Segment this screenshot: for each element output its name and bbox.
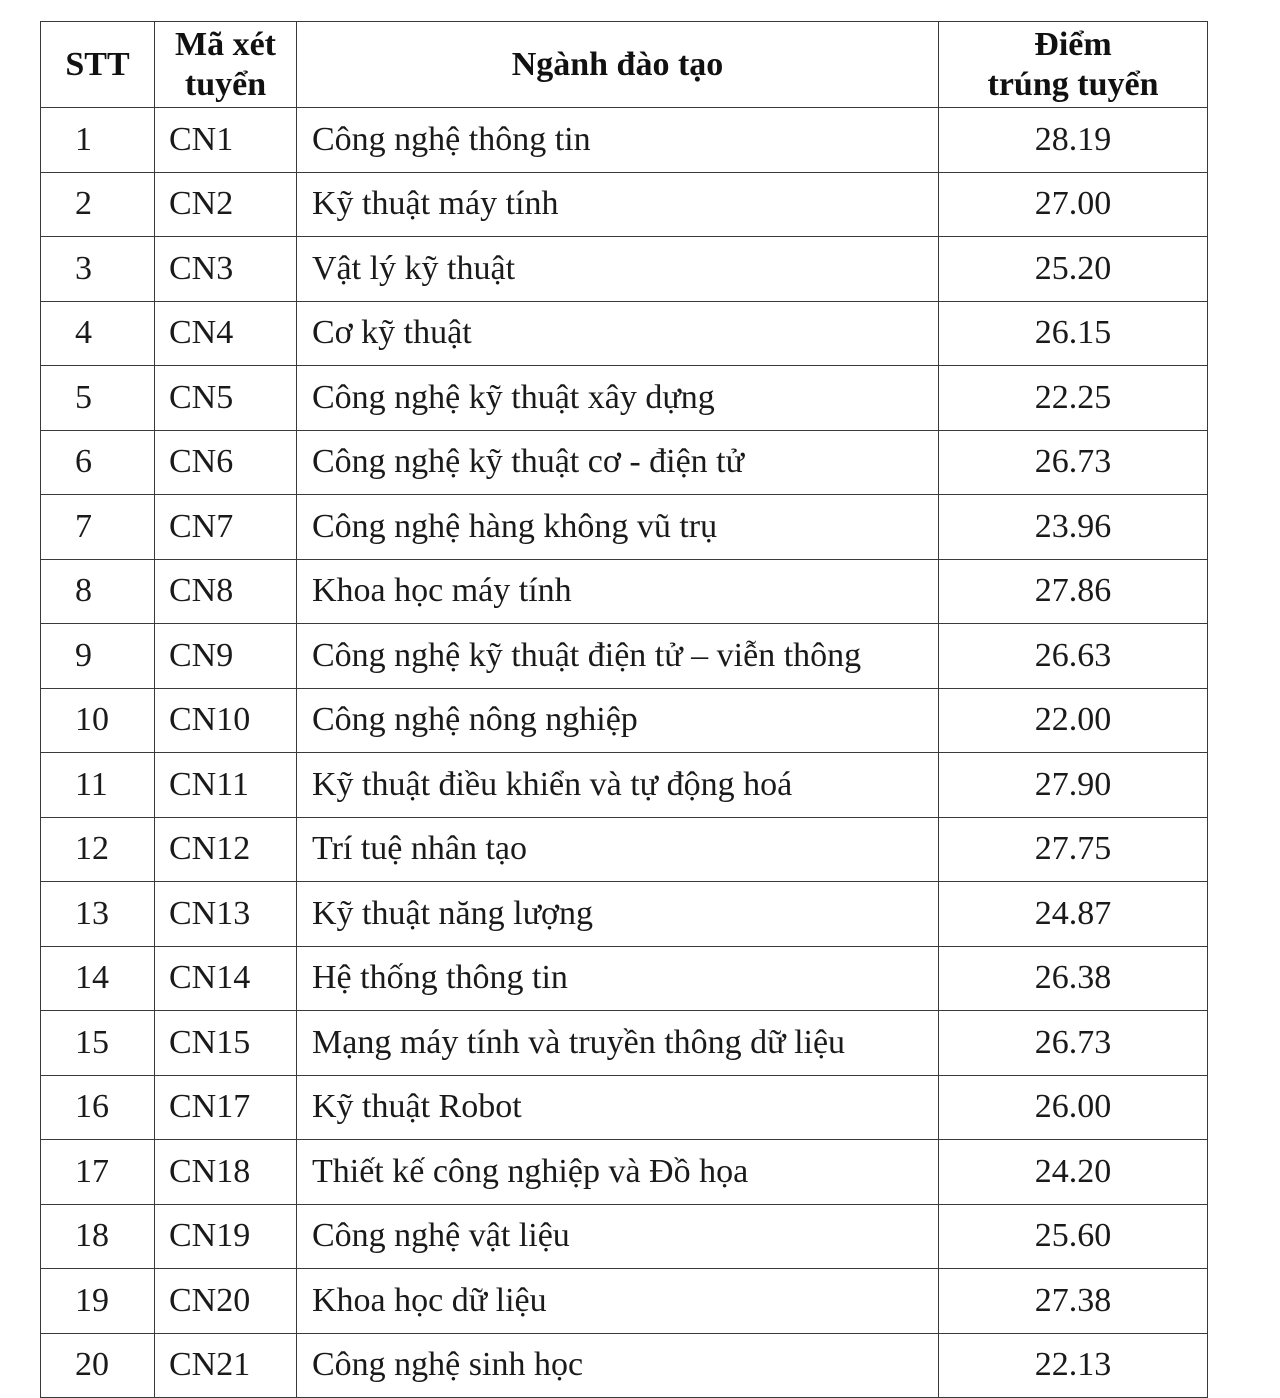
header-stt: STT <box>41 22 155 108</box>
header-score <box>939 22 1208 108</box>
table-row <box>41 1140 1208 1205</box>
cell-score: 26.15 <box>939 301 1208 366</box>
cell-stt: 8 <box>41 559 155 624</box>
cell-code: CN3 <box>155 237 297 302</box>
cell-stt: 12 <box>41 817 155 882</box>
table-row <box>41 882 1208 947</box>
table-row <box>41 1204 1208 1269</box>
cell-code: CN2 <box>155 172 297 237</box>
cell-code: CN18 <box>155 1140 297 1205</box>
admission-scores-table <box>40 21 1208 1398</box>
table-row <box>41 753 1208 818</box>
table-row <box>41 1011 1208 1076</box>
cell-code: CN13 <box>155 882 297 947</box>
cell-major: Mạng máy tính và truyền thông dữ liệu <box>297 1011 939 1076</box>
table-row <box>41 237 1208 302</box>
cell-major: Công nghệ nông nghiệp <box>297 688 939 753</box>
cell-stt: 20 <box>41 1333 155 1398</box>
table-row <box>41 301 1208 366</box>
cell-score: 26.73 <box>939 430 1208 495</box>
cell-score: 22.00 <box>939 688 1208 753</box>
table-row <box>41 1269 1208 1334</box>
cell-code: CN15 <box>155 1011 297 1076</box>
table-row <box>41 172 1208 237</box>
header-score-line2: trúng tuyển <box>987 65 1159 103</box>
cell-major: Công nghệ kỹ thuật cơ - điện tử <box>297 430 939 495</box>
cell-major: Hệ thống thông tin <box>297 946 939 1011</box>
cell-stt: 5 <box>41 366 155 431</box>
cell-major: Khoa học máy tính <box>297 559 939 624</box>
header-row <box>41 22 1208 108</box>
cell-code: CN12 <box>155 817 297 882</box>
cell-score: 26.73 <box>939 1011 1208 1076</box>
cell-code: CN5 <box>155 366 297 431</box>
cell-stt: 14 <box>41 946 155 1011</box>
cell-major: Vật lý kỹ thuật <box>297 237 939 302</box>
cell-code: CN17 <box>155 1075 297 1140</box>
table-row <box>41 1333 1208 1398</box>
cell-major: Kỹ thuật năng lượng <box>297 882 939 947</box>
cell-major: Kỹ thuật máy tính <box>297 172 939 237</box>
table-header <box>41 22 1208 108</box>
cell-score: 26.38 <box>939 946 1208 1011</box>
cell-code: CN21 <box>155 1333 297 1398</box>
cell-stt: 7 <box>41 495 155 560</box>
cell-code: CN14 <box>155 946 297 1011</box>
cell-stt: 19 <box>41 1269 155 1334</box>
table-row <box>41 624 1208 689</box>
header-code-line2: tuyển <box>184 65 267 103</box>
table-row <box>41 1075 1208 1140</box>
cell-score: 24.87 <box>939 882 1208 947</box>
header-code-line1: Mã xét <box>174 25 276 63</box>
cell-major: Công nghệ sinh học <box>297 1333 939 1398</box>
cell-code: CN10 <box>155 688 297 753</box>
cell-major: Công nghệ kỹ thuật điện tử – viễn thông <box>297 624 939 689</box>
cell-stt: 16 <box>41 1075 155 1140</box>
cell-score: 26.63 <box>939 624 1208 689</box>
cell-major: Cơ kỹ thuật <box>297 301 939 366</box>
cell-score: 22.25 <box>939 366 1208 431</box>
cell-major: Công nghệ thông tin <box>297 108 939 173</box>
cell-major: Khoa học dữ liệu <box>297 1269 939 1334</box>
cell-code: CN11 <box>155 753 297 818</box>
cell-code: CN6 <box>155 430 297 495</box>
table-row <box>41 946 1208 1011</box>
cell-score: 25.60 <box>939 1204 1208 1269</box>
cell-score: 24.20 <box>939 1140 1208 1205</box>
cell-code: CN7 <box>155 495 297 560</box>
cell-stt: 11 <box>41 753 155 818</box>
cell-code: CN20 <box>155 1269 297 1334</box>
cell-stt: 4 <box>41 301 155 366</box>
cell-score: 22.13 <box>939 1333 1208 1398</box>
cell-code: CN9 <box>155 624 297 689</box>
cell-major: Kỹ thuật điều khiển và tự động hoá <box>297 753 939 818</box>
table-row <box>41 559 1208 624</box>
cell-stt: 13 <box>41 882 155 947</box>
cell-code: CN19 <box>155 1204 297 1269</box>
table-row <box>41 108 1208 173</box>
cell-score: 28.19 <box>939 108 1208 173</box>
header-score-line1: Điểm <box>1034 25 1112 63</box>
table-row <box>41 430 1208 495</box>
cell-code: CN1 <box>155 108 297 173</box>
cell-score: 23.96 <box>939 495 1208 560</box>
cell-score: 27.38 <box>939 1269 1208 1334</box>
cell-stt: 9 <box>41 624 155 689</box>
cell-code: CN4 <box>155 301 297 366</box>
cell-major: Công nghệ kỹ thuật xây dựng <box>297 366 939 431</box>
table-row <box>41 817 1208 882</box>
cell-score: 27.90 <box>939 753 1208 818</box>
cell-stt: 18 <box>41 1204 155 1269</box>
header-code <box>155 22 297 108</box>
cell-major: Công nghệ hàng không vũ trụ <box>297 495 939 560</box>
cell-major: Trí tuệ nhân tạo <box>297 817 939 882</box>
cell-stt: 3 <box>41 237 155 302</box>
cell-score: 25.20 <box>939 237 1208 302</box>
table-body <box>41 108 1208 1398</box>
header-major: Ngành đào tạo <box>297 22 939 108</box>
admission-scores-sheet <box>40 21 1208 1398</box>
cell-major: Công nghệ vật liệu <box>297 1204 939 1269</box>
cell-major: Thiết kế công nghiệp và Đồ họa <box>297 1140 939 1205</box>
cell-score: 27.86 <box>939 559 1208 624</box>
cell-stt: 1 <box>41 108 155 173</box>
cell-stt: 6 <box>41 430 155 495</box>
cell-score: 27.75 <box>939 817 1208 882</box>
cell-score: 27.00 <box>939 172 1208 237</box>
cell-code: CN8 <box>155 559 297 624</box>
table-row <box>41 366 1208 431</box>
cell-stt: 17 <box>41 1140 155 1205</box>
cell-major: Kỹ thuật Robot <box>297 1075 939 1140</box>
cell-stt: 10 <box>41 688 155 753</box>
cell-score: 26.00 <box>939 1075 1208 1140</box>
table-row <box>41 688 1208 753</box>
cell-stt: 2 <box>41 172 155 237</box>
cell-stt: 15 <box>41 1011 155 1076</box>
table-row <box>41 495 1208 560</box>
